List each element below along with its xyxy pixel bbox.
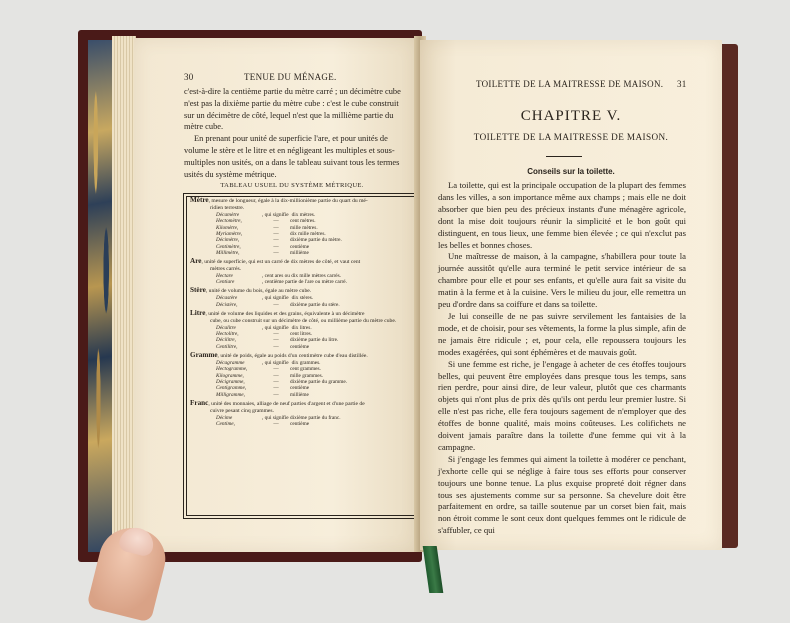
left-text-line: volume le stère et le litre et en négligeant les multiples et sous- <box>184 145 395 155</box>
table-group-definition <box>190 197 419 205</box>
subunit-value: dix stères. <box>291 295 314 302</box>
subunit-name: Décagramme <box>216 359 245 366</box>
section-heading: Conseils sur la toilette. <box>527 167 615 176</box>
unit-definition: , unité des monnaies, alliage de neuf parties d'argent et d'une partie de <box>208 400 365 407</box>
unit-term: Stère <box>190 286 206 295</box>
subunit-name: Décimètre, <box>216 237 240 244</box>
right-page-number: 31 <box>677 79 687 89</box>
subunit-name: Décamètre <box>216 211 240 218</box>
table-group <box>187 310 419 350</box>
subunit-value: centième <box>290 385 310 392</box>
left-running-head: TENUE DU MÉNAGE. <box>244 72 337 82</box>
chapter-rule <box>546 156 582 157</box>
subunit-value: dixième partie du litre. <box>290 337 339 344</box>
chapter-heading: CHAPITRE V. <box>520 108 622 124</box>
subunit-value: centième <box>290 343 310 350</box>
subunit-value: mille mètres. <box>290 224 318 231</box>
left-text-line: multiples non usités, on a dans le tableau suivant tous les termes <box>184 157 400 167</box>
subunit-connector: , cent ares ou dix mille mètres carrés. <box>262 273 341 280</box>
body-paragraph: Si une femme est riche, je l'engage à acheter de ces étoffes toujours belles, qui peuvent être employées dans presque tous les temps, sans rien perdre, pour ainsi dire, de leur valeur, plutôt que ces charmants objets qui n'ont plus de prix dès qu'ils ont perdu leur premier lustre. Si elle n'est pas riche, elle fera toujours sagement de n'employer que des étoffes de bonne qualité, mais moins coûteuses. Les colifichets ne doivent jamais paraître dans la toilette d'une femme qui vit à la campagne. <box>438 358 686 452</box>
unit-definition: , unité de superficie, qui est un carré de dix mètres de côté, et vaut cent <box>201 259 361 266</box>
table-row <box>190 421 419 427</box>
unit-definition: , unité de poids, égale au poids d'un centimètre cube d'eau distillée. <box>217 352 368 359</box>
subunit-connector: , qui signifie dixième partie du franc. <box>262 414 341 421</box>
subunit-name: Décilitre, <box>216 337 236 344</box>
subunit-value: millième <box>290 391 309 398</box>
subunit-name: Décastère <box>216 295 238 302</box>
table-group <box>187 287 419 308</box>
table-group-definition <box>190 258 419 266</box>
subunit-name: Centimètre, <box>216 243 241 250</box>
subunit-value: millième <box>290 250 309 257</box>
subunit-connector: — <box>273 224 279 231</box>
subunit-name: Décigramme, <box>216 378 245 385</box>
subunit-name: Centiare <box>216 279 235 286</box>
subunit-connector: — <box>273 250 279 257</box>
subunit-name: Centime, <box>216 420 235 427</box>
left-text-line: En prenant pour unité de superficie l'are, et pour unités de <box>194 134 388 144</box>
subunit-name: Kilogramme, <box>216 372 244 379</box>
unit-definition: , unité de volume du bois, égale au mètre cube. <box>205 288 312 295</box>
subunit-value: cent litres. <box>290 331 313 337</box>
table-group <box>187 352 419 398</box>
subunit-value: dix grammes. <box>291 359 321 366</box>
subunit-value: dixième partie du mètre. <box>290 237 342 244</box>
subunit-connector: — <box>273 372 279 379</box>
subunit-value: mille grammes. <box>290 372 323 379</box>
subunit-value: dix mille mètres. <box>290 231 326 238</box>
table-group-definition <box>190 352 419 360</box>
left-text-line: c'est-à-dire la centième partie du mètre carré ; un décimètre cube <box>184 87 401 96</box>
subunit-name: Milligramme, <box>216 391 245 398</box>
body-paragraph: La toilette, qui est la principale occupation de la plupart des femmes dans les villes, a son importance même aux champs ; mais elle ne doit absorber que bien peu des précieux instants d'une ménagère agricole, dont la mise doit toujours réunir la simplicité et le bon goût qui distinguent, en tous lieux, une femme bien élevée ; ce qui n'exclut pas les belles et bonnes choses. <box>438 180 686 250</box>
right-body-text <box>438 180 686 537</box>
table-row <box>190 279 419 285</box>
subunit-value: cent grammes. <box>290 366 321 373</box>
subunit-name: Hectomètre, <box>216 218 242 225</box>
subunit-value: dix mètres. <box>291 211 316 218</box>
page-edges <box>112 36 136 550</box>
unit-definition: , unité de volume des liquides et des grains, équivalente à un décimètre <box>205 310 365 317</box>
subunit-connector: — <box>273 243 279 250</box>
subunit-name: Millimètre, <box>216 250 240 257</box>
unit-term: Litre <box>190 308 206 317</box>
subunit-connector: — <box>273 331 279 337</box>
subunit-connector: — <box>273 237 279 244</box>
subunit-name: Décalitre <box>216 324 236 331</box>
subunit-name: Centilitre, <box>216 343 238 350</box>
subunit-value: centième <box>290 420 310 427</box>
subunit-value: centième <box>290 243 310 250</box>
unit-term: Franc <box>190 398 209 407</box>
bookmark-ribbon <box>423 546 444 593</box>
table-caption: TABLEAU USUEL DU SYSTÈME MÉTRIQUE. <box>220 182 364 189</box>
table-row <box>190 344 419 350</box>
subunit-name: Hectogramme, <box>216 366 248 373</box>
left-text-line: sur un décimètre de côté, lequel n'est que la millième partie du <box>184 110 394 120</box>
unit-definition-continued: ridien terrestre. <box>210 204 245 211</box>
table-group-definition <box>190 287 419 295</box>
subunit-connector: , qui signifie <box>262 295 289 302</box>
left-text-line: mètre cube. <box>184 122 224 132</box>
table-group-definition <box>190 400 419 408</box>
subunit-value: dix litres. <box>291 324 312 331</box>
unit-term: Mètre <box>190 196 209 204</box>
subunit-value: dixième partie du gramme. <box>290 378 348 385</box>
subunit-connector: — <box>273 420 279 427</box>
subunit-connector: — <box>273 301 279 308</box>
unit-definition-continued: cuivre pesant cinq grammes. <box>210 407 274 414</box>
right-running-head: TOILETTE DE LA MAITRESSE DE MAISON. <box>476 79 664 89</box>
subunit-name: Hectolitre, <box>216 331 239 337</box>
table-group <box>187 400 419 428</box>
subunit-name: Hectare <box>216 273 233 280</box>
subunit-connector: — <box>273 391 279 398</box>
subunit-connector: — <box>273 385 279 392</box>
table-row <box>190 250 419 256</box>
subunit-connector: — <box>273 337 279 344</box>
subunit-connector: — <box>273 218 279 225</box>
metric-table <box>186 196 420 516</box>
left-text-line: usités du système métrique. <box>184 169 277 179</box>
unit-definition-continued: mètres carrés. <box>210 266 242 273</box>
subunit-connector: , centième partie de l'are ou mètre carré. <box>262 279 347 286</box>
subunit-value: cent mètres. <box>290 218 316 225</box>
table-group-definition <box>190 310 419 318</box>
subunit-connector: — <box>273 343 279 350</box>
unit-term: Are <box>190 257 202 266</box>
subunit-name: Centigramme, <box>216 385 247 392</box>
unit-definition-continued: cube, ou cube construit sur un décimètre de côté, ou millième partie du mètre cube. <box>210 317 397 324</box>
subunit-value: dixième partie du stère. <box>290 301 340 308</box>
subunit-connector: — <box>273 231 279 238</box>
body-paragraph: Je lui conseille de ne pas suivre servilement les fantaisies de la mode, et de choisir, pour ses vêtements, la forme la plus simple, afin de ne jamais être ridicule ; et, pour cela, elle repoussera toujours les modes exagérées, qui sont éphémères et de mauvais goût. <box>438 310 686 357</box>
table-row <box>190 392 419 398</box>
table-row <box>190 302 419 308</box>
left-page-number: 30 <box>184 72 194 82</box>
body-paragraph: Si j'engage les femmes qui aiment la toilette à modérer ce penchant, j'exhorte celle qui se néglige à faire tous ses efforts pour conserver toujours une bonne tenue. La plus exquise propreté doit régner dans tous ses ajustements comme sur sa personne. Sa chevelure doit être parfaitement en ordre, sa taille soutenue par un corset bien fait, mais non étroit comme le sont ceux dont quelques femmes ont le ridicule de s'affubler, ce qui <box>438 453 686 536</box>
subunit-name: Myriamètre, <box>216 231 243 238</box>
left-text-line: n'est pas la dixième partie du mètre cube : c'est le cube construit <box>184 98 399 108</box>
subunit-connector: , qui signifie <box>262 324 289 331</box>
chapter-title: TOILETTE DE LA MAITRESSE DE MAISON. <box>473 132 669 142</box>
subunit-connector: — <box>273 378 279 385</box>
subunit-connector: , qui signifie <box>262 211 289 218</box>
subunit-connector: , qui signifie <box>262 359 289 366</box>
subunit-name: Décime <box>216 414 233 421</box>
table-group <box>187 258 419 286</box>
subunit-name: Kilomètre, <box>216 224 239 231</box>
unit-term: Gramme <box>190 350 218 359</box>
subunit-connector: — <box>273 366 279 373</box>
body-paragraph: Une maîtresse de maison, à la campagne, s'habillera pour toute la journée aussitôt qu'elle aura terminé le petit service intérieur de sa chambre pour elle et pour ses enfants, et qu'elle aura fait sa visite du matin à la ferme et à la cuisine. Vers le milieu du jour, elle remettra un peu d'ordre dans sa coiffure et dans sa toilette. <box>438 251 686 310</box>
left-body-text <box>184 86 418 180</box>
unit-definition: , mesure de longueur, égale à la dix-millionième partie du quart du mé- <box>208 198 368 204</box>
table-group <box>187 197 419 257</box>
subunit-name: Décistère, <box>216 301 238 308</box>
